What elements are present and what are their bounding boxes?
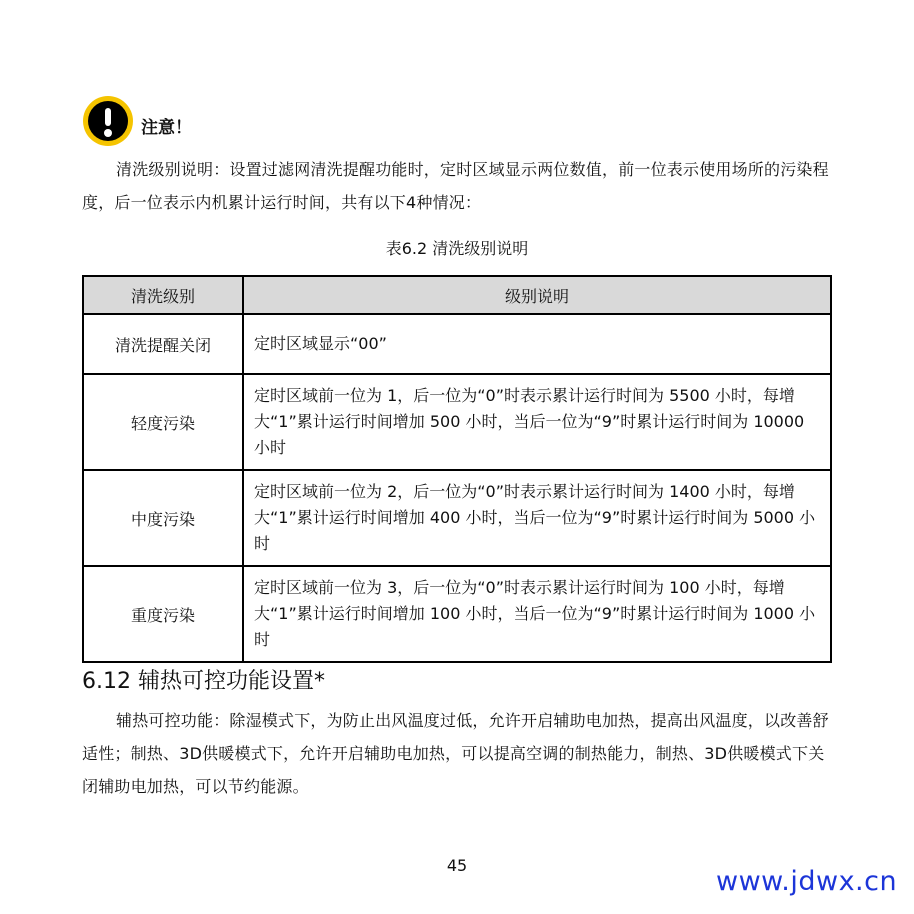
description-cell: 定时区域前一位为 3，后一位为“0”时表示累计运行时间为 100 小时，每增大“1”累计运行时间增加 100 小时，当后一位为“9”时累计运行时间为 1000 小时	[243, 566, 831, 662]
level-cell: 清洗提醒关闭	[83, 314, 243, 374]
site-watermark: www.jdwx.cn	[716, 866, 898, 897]
header-description: 级别说明	[243, 276, 831, 314]
cleaning-level-table	[82, 275, 832, 663]
intro-paragraph: 清洗级别说明：设置过滤网清洗提醒功能时，定时区域显示两位数值，前一位表示使用场所的污染程度，后一位表示内机累计运行时间，共有以下4种情况：	[82, 160, 829, 212]
section-paragraph: 辅热可控功能：除湿模式下，为防止出风温度过低，允许开启辅助电加热，提高出风温度，以改善舒适性；制热、3D供暖模式下，允许开启辅助电加热，可以提高空调的制热能力，制热、3D供暖模式下关闭辅助电加热，可以节约能源。	[82, 711, 829, 796]
table-caption: 表6.2 清洗级别说明	[385, 239, 529, 258]
level-cell: 重度污染	[83, 566, 243, 662]
description-cell: 定时区域前一位为 2，后一位为“0”时表示累计运行时间为 1400 小时，每增大“1”累计运行时间增加 400 小时，当后一位为“9”时累计运行时间为 5000 小时	[243, 470, 831, 566]
table-header-row	[83, 276, 831, 314]
exclamation-warning-icon	[83, 96, 133, 146]
table-row	[83, 470, 831, 566]
table-row	[83, 374, 831, 470]
header-level: 清洗级别	[83, 276, 243, 314]
table-row	[83, 566, 831, 662]
description-cell: 定时区域显示“00”	[243, 314, 831, 374]
page-number: 45	[446, 856, 468, 875]
description-cell: 定时区域前一位为 1，后一位为“0”时表示累计运行时间为 5500 小时，每增大“1”累计运行时间增加 500 小时，当后一位为“9”时累计运行时间为 10000 小时	[243, 374, 831, 470]
level-cell: 中度污染	[83, 470, 243, 566]
note-label: 注意！	[141, 118, 192, 138]
level-cell: 轻度污染	[83, 374, 243, 470]
section-title: 6.12 辅热可控功能设置*	[82, 669, 325, 694]
table-row	[83, 314, 831, 374]
